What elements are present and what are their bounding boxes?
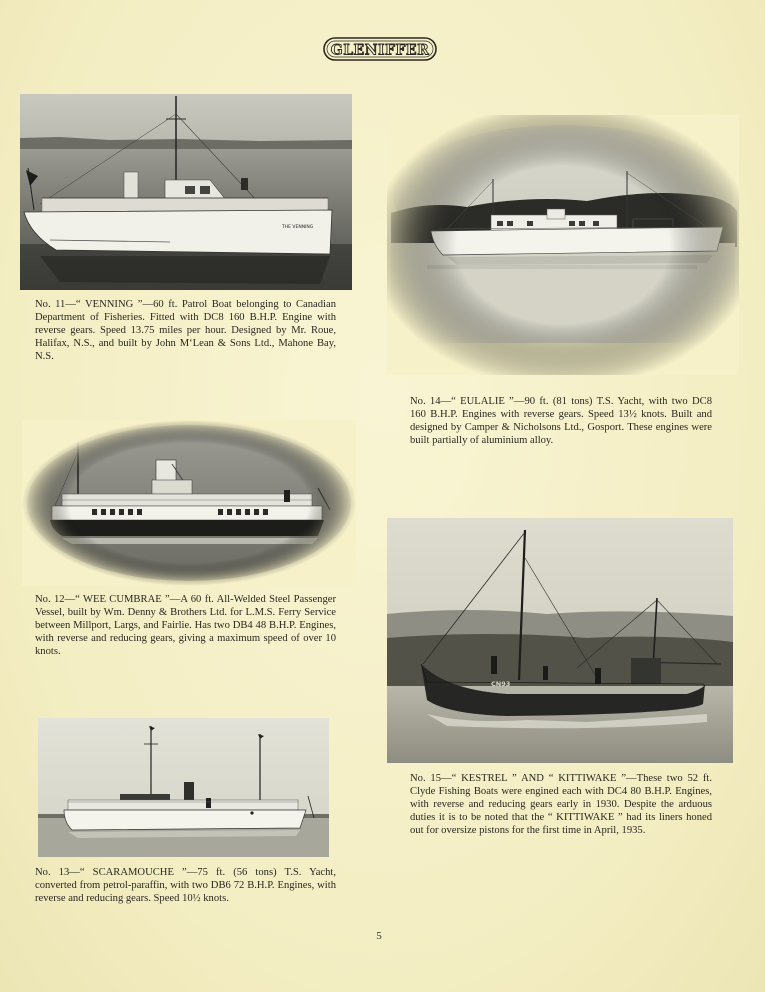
photo-kestrel [387, 518, 733, 763]
logo-text: GLENIFFER [330, 42, 430, 59]
caption-wee-cumbrae: No. 12—“ WEE CUMBRAE ”—A 60 ft. All-Welded Steel Passenger Vessel, built by Wm. Denny & Brothers Ltd. for L.M.S. Ferry Service between Millport, Largs, and Fairlie. Has two DB4 48 B.H.P. Engines, with reverse and reducing gears, giving a maximum speed of over 10 knots. [35, 594, 336, 658]
photo-scaramouche [38, 718, 329, 857]
photo-eulalie [387, 115, 739, 375]
hull-name-text: THE VENNING [282, 225, 314, 230]
photo-venning [20, 94, 352, 290]
caption-kestrel: No. 15—“ KESTREL ” AND “ KITTIWAKE ”—These two 52 ft. Clyde Fishing Boats were engined each with DC4 80 B.H.P. Engines, with reverse and reducing gears early in 1930. Despite the arduous duties it is to be noted that the “ KITTIWAKE ” had its liners honed out for oversize pistons for the first time in April, 1935. [410, 773, 712, 837]
caption-scaramouche: No. 13—“ SCARAMOUCHE ”—75 ft. (56 tons) T.S. Yacht, converted from petrol-paraffin, with two DB6 72 B.H.P. Engines, with reverse and reducing gears. Speed 10½ knots. [35, 867, 336, 905]
photo-wee-cumbrae [22, 420, 356, 586]
gleniffer-logo [322, 35, 438, 63]
caption-eulalie: No. 14—“ EULALIE ”—90 ft. (81 tons) T.S. Yacht, with two DC8 160 B.H.P. Engines with reverse gears. Speed 13½ knots. Built and designed by Camper & Nicholsons Ltd., Gosport. These engines were built partially of aluminium alloy. [410, 396, 712, 447]
caption-venning: No. 11—“ VENNING ”—60 ft. Patrol Boat belonging to Canadian Department of Fisheries. Fitted with DC8 160 B.H.P. Engine with reverse gears. Speed 13.75 miles per hour. Designed by Mr. Roue, Halifax, N.S., and built by John M‘Lean & Sons Ltd., Mahone Bay, N.S. [35, 299, 336, 363]
page-number: 5 [376, 930, 382, 942]
hull-registration-text: CN93 [491, 680, 511, 688]
